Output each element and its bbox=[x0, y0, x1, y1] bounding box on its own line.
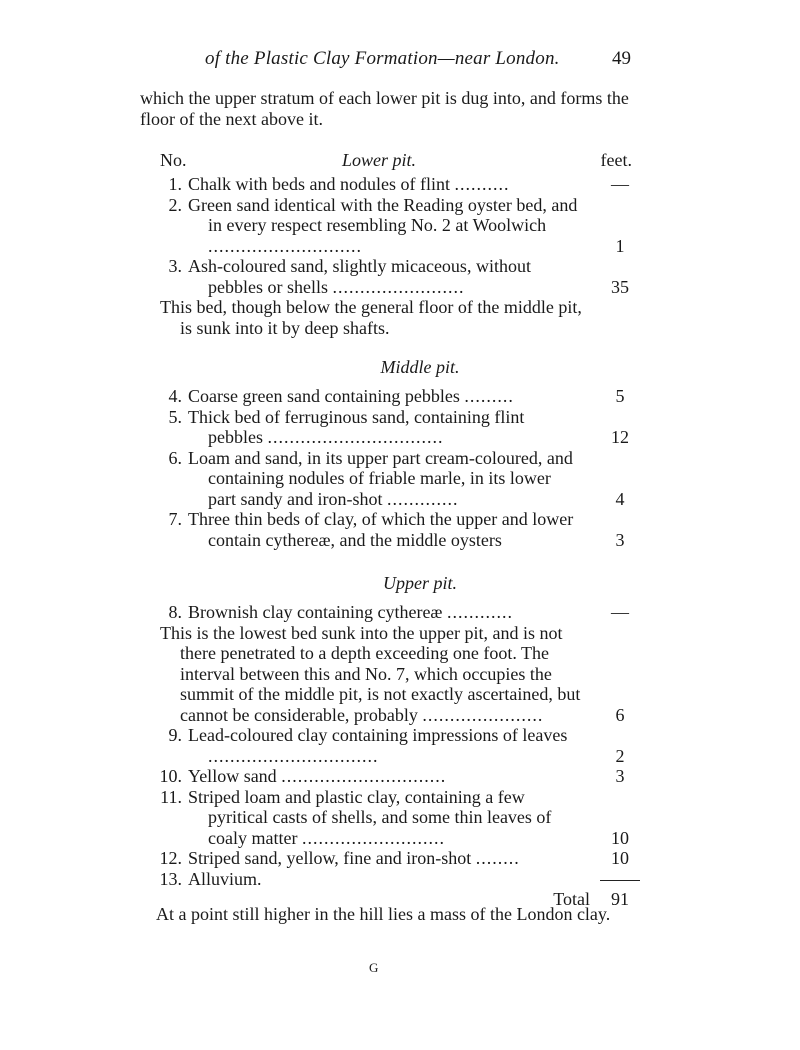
table-row bbox=[140, 407, 640, 448]
page-number: 49 bbox=[612, 48, 631, 69]
table-row bbox=[140, 195, 640, 257]
upper-pit-title: Upper pit. bbox=[383, 573, 457, 593]
row-number: 10. bbox=[159, 766, 182, 786]
column-number-header: No. bbox=[160, 150, 187, 170]
row-feet: 2 bbox=[615, 745, 625, 766]
leader-dots: ............................... bbox=[208, 745, 379, 766]
running-title: of the Plastic Clay Formation—near London. bbox=[205, 48, 560, 69]
row-description: Green sand identical with the Reading oyster bed, and in every respect resembling No. 2 at Woolwich bbox=[188, 194, 578, 235]
row-description: Thick bed of ferruginous sand, containing flint pebbles bbox=[188, 406, 525, 447]
total-value: 91 bbox=[611, 889, 629, 909]
row-number: 4. bbox=[168, 386, 182, 406]
row-number: 13. bbox=[159, 868, 182, 889]
row-number: 5. bbox=[168, 406, 182, 427]
row-description: Alluvium. bbox=[188, 868, 262, 889]
table-row bbox=[140, 787, 640, 849]
leader-dots: .............................. bbox=[281, 766, 447, 786]
row-number: 3. bbox=[168, 256, 182, 276]
leader-dots: .......... bbox=[454, 174, 510, 194]
row-description: Ash-coloured sand, slightly micaceous, without pebbles or shells bbox=[188, 256, 531, 297]
row-description: Chalk with beds and nodules of flint bbox=[188, 174, 450, 194]
row-feet: 5 bbox=[615, 386, 625, 406]
table-row bbox=[140, 448, 640, 510]
row-description: Striped loam and plastic clay, containing a few pyritical casts of shells, and some thin leaves of coaly matter bbox=[188, 786, 552, 848]
row-feet: 1 bbox=[615, 235, 625, 256]
table-row bbox=[140, 766, 640, 787]
row-feet: — bbox=[611, 602, 629, 622]
row-feet: 6 bbox=[615, 704, 625, 725]
row-feet: 3 bbox=[615, 529, 625, 550]
row-feet: 12 bbox=[611, 427, 629, 447]
total-label: Total bbox=[553, 889, 590, 909]
row-number: 2. bbox=[168, 194, 182, 215]
row-description: Striped sand, yellow, fine and iron-shot bbox=[188, 848, 472, 868]
table-row bbox=[140, 386, 640, 407]
total-rule bbox=[600, 880, 640, 881]
row-feet: 10 bbox=[611, 827, 629, 848]
leader-dots: .......................... bbox=[301, 827, 445, 848]
row-number: 1. bbox=[168, 174, 182, 194]
row-feet: 10 bbox=[611, 848, 629, 868]
row-feet: — bbox=[611, 174, 629, 194]
row-description: Three thin beds of clay, of which the upper and lower contain cythereæ, and the middle oysters bbox=[188, 509, 574, 550]
row-number: 9. bbox=[168, 725, 182, 745]
leader-dots: ........................ bbox=[332, 276, 465, 297]
upper-pit-note-row bbox=[140, 623, 640, 726]
leader-dots: ......... bbox=[464, 386, 514, 406]
row-description: Lead-coloured clay containing impressions of leaves bbox=[188, 725, 568, 745]
running-head bbox=[0, 48, 800, 76]
row-number: 7. bbox=[168, 509, 182, 529]
upper-pit-note: This is the lowest bed sunk into the upper pit, and is not there penetrated to a depth exceeding one foot. The interval between this and No. 7, which occupies the summit of the middle pit, is not exactly ascertained, but cannot be considerable, probably bbox=[160, 622, 581, 725]
middle-pit-title: Middle pit. bbox=[380, 357, 460, 377]
row-feet: 35 bbox=[611, 276, 629, 297]
table-row bbox=[140, 256, 640, 297]
row-number: 12. bbox=[159, 848, 182, 868]
row-number: 8. bbox=[168, 602, 182, 622]
row-number: 11. bbox=[160, 786, 182, 807]
row-feet: 4 bbox=[615, 488, 625, 509]
leader-dots: ............. bbox=[386, 488, 459, 509]
table-row bbox=[140, 848, 640, 869]
leader-dots: ........ bbox=[475, 848, 520, 868]
table-row bbox=[140, 509, 640, 550]
table-row bbox=[140, 725, 640, 766]
table-row bbox=[140, 174, 640, 195]
lower-pit-title: Lower pit. bbox=[342, 150, 417, 170]
leader-dots: ................................ bbox=[267, 427, 444, 447]
table-row bbox=[140, 602, 640, 623]
row-description: Brownish clay containing cythereæ bbox=[188, 602, 443, 622]
closing-paragraph: At a point still higher in the hill lies a mass of the London clay. bbox=[156, 904, 611, 924]
leader-dots: ............ bbox=[446, 602, 513, 622]
intro-paragraph: which the upper stratum of each lower pit is dug into, and forms the floor of the next above it. bbox=[140, 88, 629, 129]
column-feet-header: feet. bbox=[600, 150, 632, 170]
row-description: Loam and sand, in its upper part cream-coloured, and containing nodules of friable marle, in its lower part sandy and iron-shot bbox=[188, 447, 573, 509]
leader-dots: ............................ bbox=[208, 235, 362, 256]
signature-mark: G bbox=[369, 960, 379, 975]
row-description: Coarse green sand containing pebbles bbox=[188, 386, 460, 406]
strata-table bbox=[140, 150, 640, 913]
table-header bbox=[140, 150, 640, 174]
row-feet: 3 bbox=[615, 766, 625, 786]
row-number: 6. bbox=[168, 447, 182, 468]
leader-dots: ...................... bbox=[422, 704, 544, 725]
row-description: Yellow sand bbox=[188, 766, 277, 786]
lower-pit-note: This bed, though below the general floor of the middle pit, is sunk into it by deep shafts. bbox=[160, 297, 582, 338]
table-row bbox=[140, 869, 640, 890]
